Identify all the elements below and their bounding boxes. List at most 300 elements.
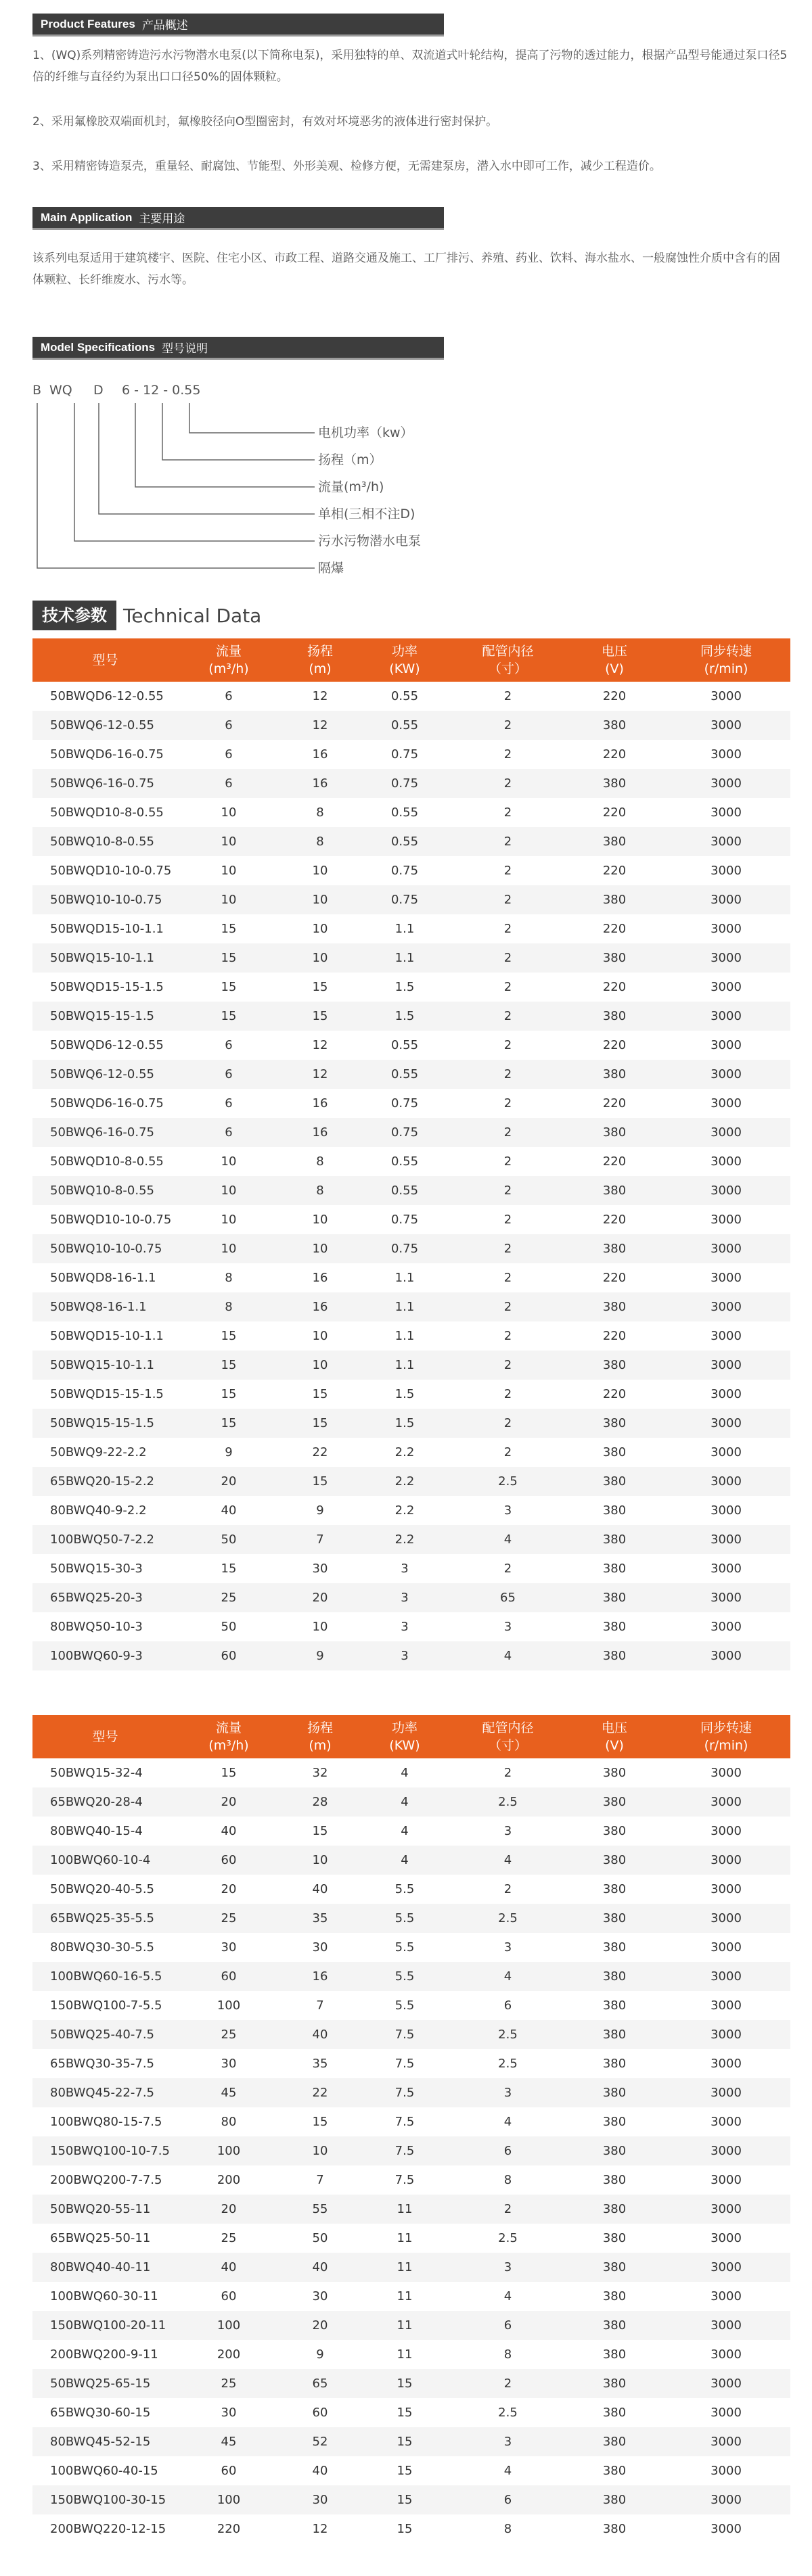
table-cell: 10 <box>279 856 361 885</box>
table-cell: 3000 <box>662 2427 790 2456</box>
table-cell: 12 <box>279 1031 361 1060</box>
column-header-label: 同步转速 <box>700 644 752 659</box>
table-cell: 8 <box>279 1147 361 1176</box>
table-cell: 0.55 <box>361 1147 449 1176</box>
table-cell: 380 <box>567 1641 662 1670</box>
table-cell: 8 <box>178 1292 279 1321</box>
table-cell: 4 <box>449 1846 567 1875</box>
table-cell: 220 <box>567 682 662 711</box>
column-header-label: 扬程 <box>307 644 333 659</box>
table-cell: 380 <box>567 2456 662 2485</box>
table-cell: 380 <box>567 2195 662 2224</box>
table-cell: 3000 <box>662 1612 790 1641</box>
table-cell: 380 <box>567 1060 662 1089</box>
table-cell: 8 <box>279 798 361 827</box>
table-row <box>32 2369 790 2398</box>
table-cell: 20 <box>279 2311 361 2340</box>
table-row <box>32 1205 790 1234</box>
feature-item-2: 2、采用氟橡胶双端面机封，氟橡胶径向O型圈密封，有效对坏境恶劣的液体进行密封保护。 <box>32 115 498 128</box>
spec-table-2 <box>32 1715 790 2544</box>
table-cell: 6 <box>449 2136 567 2165</box>
table-cell: 3000 <box>662 943 790 973</box>
table-cell: 2 <box>449 885 567 914</box>
table-cell: 2.5 <box>449 2020 567 2049</box>
table-cell: 25 <box>178 2369 279 2398</box>
table-cell: 380 <box>567 1554 662 1583</box>
table-cell: 4 <box>449 2107 567 2136</box>
table-cell: 6 <box>449 2485 567 2514</box>
table-cell: 380 <box>567 1496 662 1525</box>
table-cell: 380 <box>567 1438 662 1467</box>
table-row <box>32 1031 790 1060</box>
table-row <box>32 1991 790 2020</box>
table-cell: 16 <box>279 1292 361 1321</box>
table-cell: 0.75 <box>361 1089 449 1118</box>
table-row <box>32 1409 790 1438</box>
table-row <box>32 2456 790 2485</box>
table-row <box>32 1438 790 1467</box>
table-cell: 10 <box>279 1612 361 1641</box>
table-cell: 5.5 <box>361 1904 449 1933</box>
table-cell: 3 <box>361 1612 449 1641</box>
model-label-head: 扬程（m） <box>318 452 382 467</box>
table-cell: 2 <box>449 798 567 827</box>
table-cell: 10 <box>279 943 361 973</box>
table-cell: 15 <box>178 1351 279 1380</box>
table-row <box>32 856 790 885</box>
table-cell: 52 <box>279 2427 361 2456</box>
table-cell: 7.5 <box>361 2136 449 2165</box>
table-cell: 220 <box>567 914 662 943</box>
table-row <box>32 1263 790 1292</box>
column-header-unit: (r/min) <box>704 1738 748 1753</box>
table-cell: 40 <box>279 2253 361 2282</box>
table-cell: 16 <box>279 1089 361 1118</box>
table-row <box>32 943 790 973</box>
table-cell: 9 <box>279 1641 361 1670</box>
table-cell: 50BWQD6-12-0.55 <box>32 1031 178 1060</box>
table-cell: 150BWQ100-7-5.5 <box>32 1991 178 2020</box>
table-cell: 3 <box>361 1583 449 1612</box>
table-cell: 15 <box>178 943 279 973</box>
table-cell: 60 <box>178 2456 279 2485</box>
table-cell: 3000 <box>662 1496 790 1525</box>
table-cell: 10 <box>178 1147 279 1176</box>
table-cell: 2 <box>449 1409 567 1438</box>
table-cell: 3000 <box>662 1031 790 1060</box>
table-row <box>32 1321 790 1351</box>
table-cell: 60 <box>178 2282 279 2311</box>
table-cell: 3000 <box>662 2020 790 2049</box>
table-cell: 50BWQD10-8-0.55 <box>32 798 178 827</box>
table-cell: 3000 <box>662 1176 790 1205</box>
table-cell: 2 <box>449 1234 567 1263</box>
table-cell: 380 <box>567 1817 662 1846</box>
table-cell: 15 <box>178 1380 279 1409</box>
table-cell: 100 <box>178 1991 279 2020</box>
table-cell: 65BWQ25-35-5.5 <box>32 1904 178 1933</box>
table-cell: 0.75 <box>361 1234 449 1263</box>
table-cell: 200BWQ200-9-11 <box>32 2340 178 2369</box>
table-cell: 3000 <box>662 1002 790 1031</box>
table-cell: 2 <box>449 2195 567 2224</box>
table-cell: 1.1 <box>361 1292 449 1321</box>
table-row <box>32 1583 790 1612</box>
table-cell: 20 <box>178 1467 279 1496</box>
table-row <box>32 2311 790 2340</box>
table-cell: 50BWQ10-10-0.75 <box>32 1234 178 1263</box>
table-cell: 50BWQ8-16-1.1 <box>32 1292 178 1321</box>
table-cell: 2 <box>449 1089 567 1118</box>
table-row <box>32 914 790 943</box>
table-cell: 4 <box>361 1787 449 1817</box>
table-cell: 220 <box>567 973 662 1002</box>
table-cell: 3000 <box>662 885 790 914</box>
column-header <box>567 1715 662 1758</box>
table-cell: 5.5 <box>361 1991 449 2020</box>
table-cell: 2 <box>449 711 567 740</box>
table-cell: 11 <box>361 2311 449 2340</box>
table-cell: 100BWQ80-15-7.5 <box>32 2107 178 2136</box>
table-cell: 3000 <box>662 1758 790 1787</box>
table-cell: 10 <box>178 856 279 885</box>
table-cell: 10 <box>178 885 279 914</box>
model-label-power: 电机功率（kw） <box>318 425 413 440</box>
table-cell: 2 <box>449 1351 567 1380</box>
table-cell: 80BWQ50-10-3 <box>32 1612 178 1641</box>
table-row <box>32 885 790 914</box>
table-cell: 15 <box>279 1002 361 1031</box>
table-cell: 0.55 <box>361 1031 449 1060</box>
model-part-wq: WQ <box>49 383 72 398</box>
table-cell: 6 <box>178 682 279 711</box>
column-header-unit: （寸） <box>488 1738 527 1753</box>
table-cell: 2.2 <box>361 1438 449 1467</box>
table-cell: 380 <box>567 1351 662 1380</box>
table-cell: 3000 <box>662 1554 790 1583</box>
table-cell: 65BWQ20-28-4 <box>32 1787 178 1817</box>
spec-table-1 <box>32 638 790 1670</box>
column-header-unit: (V) <box>605 661 624 676</box>
table-cell: 6 <box>449 1991 567 2020</box>
table-cell: 380 <box>567 2224 662 2253</box>
table-row <box>32 1817 790 1846</box>
column-header-unit: (m) <box>309 661 332 676</box>
table-cell: 8 <box>279 1176 361 1205</box>
table-cell: 8 <box>449 2165 567 2195</box>
table-row <box>32 1612 790 1641</box>
table-cell: 6 <box>178 740 279 769</box>
table-cell: 3000 <box>662 798 790 827</box>
table-cell: 50 <box>279 2224 361 2253</box>
table-cell: 16 <box>279 769 361 798</box>
table-cell: 50BWQD15-10-1.1 <box>32 914 178 943</box>
technical-title-en: Technical Data <box>123 604 262 627</box>
table-cell: 15 <box>178 1758 279 1787</box>
table-cell: 60 <box>178 1641 279 1670</box>
table-cell: 2 <box>449 769 567 798</box>
table-cell: 3000 <box>662 2049 790 2078</box>
table-cell: 0.55 <box>361 711 449 740</box>
table-row <box>32 2485 790 2514</box>
table-cell: 6 <box>178 769 279 798</box>
table-cell: 1.5 <box>361 1380 449 1409</box>
table-cell: 60 <box>279 2398 361 2427</box>
table-cell: 2 <box>449 1176 567 1205</box>
column-header-label: 配管内径 <box>482 1720 534 1735</box>
table-row <box>32 2282 790 2311</box>
table-row <box>32 1554 790 1583</box>
table-cell: 3 <box>449 2253 567 2282</box>
table-cell: 3 <box>449 1496 567 1525</box>
table-cell: 8 <box>279 827 361 856</box>
table-row <box>32 2165 790 2195</box>
table-cell: 15 <box>279 2107 361 2136</box>
table-cell: 1.5 <box>361 973 449 1002</box>
table-cell: 3000 <box>662 2195 790 2224</box>
column-header <box>178 638 279 682</box>
table-cell: 16 <box>279 1962 361 1991</box>
table-cell: 2.5 <box>449 1904 567 1933</box>
table-cell: 2 <box>449 973 567 1002</box>
table-cell: 25 <box>178 2224 279 2253</box>
table-cell: 200 <box>178 2340 279 2369</box>
table-cell: 16 <box>279 1118 361 1147</box>
column-header <box>449 638 567 682</box>
table-row <box>32 1089 790 1118</box>
table-row <box>32 1234 790 1263</box>
application-text: 该系列电泵适用于建筑楼宇、医院、住宅小区、市政工程、道路交通及施工、工厂排污、养殖、药业、饮料、海水盐水、一般腐蚀性介质中含有的固体颗粒、长纤维废水、污水等。 <box>32 252 780 287</box>
table-cell: 3000 <box>662 682 790 711</box>
table-row <box>32 1292 790 1321</box>
table-cell: 12 <box>279 2514 361 2544</box>
table-cell: 3000 <box>662 856 790 885</box>
table-cell: 4 <box>449 2456 567 2485</box>
table-cell: 3000 <box>662 2282 790 2311</box>
column-header-unit: (m³/h) <box>208 661 249 676</box>
table-cell: 10 <box>279 1351 361 1380</box>
table-cell: 5.5 <box>361 1875 449 1904</box>
table-cell: 220 <box>567 1321 662 1351</box>
model-title-en: Model Specifications <box>41 340 156 354</box>
column-header <box>662 638 790 682</box>
table-cell: 50BWQD15-15-1.5 <box>32 973 178 1002</box>
table-cell: 380 <box>567 1118 662 1147</box>
table-cell: 3000 <box>662 2136 790 2165</box>
table-cell: 3000 <box>662 1263 790 1292</box>
table-cell: 5.5 <box>361 1933 449 1962</box>
table-cell: 80BWQ40-40-11 <box>32 2253 178 2282</box>
features-title-en: Product Features <box>41 17 135 30</box>
table-cell: 220 <box>567 1147 662 1176</box>
table-cell: 0.75 <box>361 1205 449 1234</box>
table-cell: 50BWQ25-65-15 <box>32 2369 178 2398</box>
table-row <box>32 1176 790 1205</box>
table-cell: 50BWQD8-16-1.1 <box>32 1263 178 1292</box>
table-cell: 2 <box>449 943 567 973</box>
table-cell: 80BWQ45-22-7.5 <box>32 2078 178 2107</box>
table-cell: 6 <box>178 711 279 740</box>
column-header-label: 功率 <box>391 1720 418 1735</box>
table-row <box>32 1147 790 1176</box>
table-cell: 3 <box>361 1641 449 1670</box>
table-row <box>32 1118 790 1147</box>
table-cell: 200 <box>178 2165 279 2195</box>
table-cell: 40 <box>279 2456 361 2485</box>
table-cell: 3000 <box>662 914 790 943</box>
table-cell: 16 <box>279 740 361 769</box>
table-cell: 50BWQD10-8-0.55 <box>32 1147 178 1176</box>
table-cell: 35 <box>279 2049 361 2078</box>
table-cell: 2.2 <box>361 1496 449 1525</box>
table-cell: 0.75 <box>361 769 449 798</box>
table-cell: 8 <box>178 1263 279 1292</box>
table-cell: 8 <box>449 2340 567 2369</box>
table-cell: 380 <box>567 1846 662 1875</box>
table-row <box>32 2224 790 2253</box>
table-cell: 25 <box>178 1583 279 1612</box>
table-cell: 220 <box>567 740 662 769</box>
table-row <box>32 1002 790 1031</box>
model-part-d: D <box>93 383 104 398</box>
table-row <box>32 827 790 856</box>
column-header-unit: (m) <box>309 1738 332 1753</box>
table-cell: 15 <box>178 1409 279 1438</box>
column-header <box>361 638 449 682</box>
table-cell: 2 <box>449 740 567 769</box>
table-cell: 20 <box>178 1875 279 1904</box>
table-cell: 3000 <box>662 1351 790 1380</box>
table-cell: 3000 <box>662 1292 790 1321</box>
table-cell: 2.2 <box>361 1525 449 1554</box>
table-cell: 100BWQ60-16-5.5 <box>32 1962 178 1991</box>
table-cell: 40 <box>178 1496 279 1525</box>
table-row <box>32 1933 790 1962</box>
table-cell: 380 <box>567 2485 662 2514</box>
table-cell: 380 <box>567 943 662 973</box>
table-row <box>32 1525 790 1554</box>
table-cell: 2 <box>449 1438 567 1467</box>
table-cell: 3000 <box>662 1205 790 1234</box>
table-cell: 30 <box>279 2485 361 2514</box>
table-cell: 2 <box>449 1554 567 1583</box>
column-header-label: 电压 <box>601 644 627 659</box>
column-header-unit: (V) <box>605 1738 624 1753</box>
column-header <box>279 638 361 682</box>
table-cell: 3000 <box>662 2398 790 2427</box>
table-row <box>32 1758 790 1787</box>
table-cell: 22 <box>279 2078 361 2107</box>
column-header-label: 流量 <box>215 644 242 659</box>
table-cell: 60 <box>178 1962 279 1991</box>
table-cell: 380 <box>567 1933 662 1962</box>
table-cell: 7.5 <box>361 2107 449 2136</box>
table-cell: 15 <box>279 1380 361 1409</box>
table-cell: 1.1 <box>361 1351 449 1380</box>
table-row <box>32 798 790 827</box>
table-cell: 40 <box>279 2020 361 2049</box>
table-cell: 12 <box>279 711 361 740</box>
table-row <box>32 711 790 740</box>
table-cell: 10 <box>279 1234 361 1263</box>
technical-title-cn: 技术参数 <box>32 601 116 630</box>
table-cell: 80 <box>178 2107 279 2136</box>
column-header-label: 型号 <box>92 653 118 668</box>
table-cell: 380 <box>567 2253 662 2282</box>
table-cell: 2 <box>449 1758 567 1787</box>
table-cell: 50BWQ10-10-0.75 <box>32 885 178 914</box>
table-cell: 30 <box>279 2282 361 2311</box>
table-cell: 100BWQ60-40-15 <box>32 2456 178 2485</box>
table-cell: 3000 <box>662 1525 790 1554</box>
table-row <box>32 1060 790 1089</box>
table-cell: 65BWQ30-60-15 <box>32 2398 178 2427</box>
table-cell: 3000 <box>662 711 790 740</box>
table-row <box>32 1380 790 1409</box>
table-cell: 50BWQ15-10-1.1 <box>32 1351 178 1380</box>
table-cell: 11 <box>361 2282 449 2311</box>
table-cell: 65BWQ30-35-7.5 <box>32 2049 178 2078</box>
table-cell: 32 <box>279 1758 361 1787</box>
table-cell: 15 <box>279 973 361 1002</box>
table-cell: 380 <box>567 2514 662 2544</box>
table-cell: 30 <box>279 1933 361 1962</box>
table-cell: 30 <box>178 1933 279 1962</box>
column-header-label: 配管内径 <box>482 644 534 659</box>
table-row <box>32 682 790 711</box>
table-cell: 380 <box>567 2020 662 2049</box>
table-cell: 3000 <box>662 1438 790 1467</box>
table-cell: 100 <box>178 2136 279 2165</box>
table-cell: 50BWQ6-16-0.75 <box>32 769 178 798</box>
table-cell: 0.75 <box>361 885 449 914</box>
column-header-label: 电压 <box>601 1720 627 1735</box>
table-cell: 50 <box>178 1612 279 1641</box>
table-cell: 15 <box>279 1467 361 1496</box>
table-cell: 2 <box>449 914 567 943</box>
table-cell: 3000 <box>662 740 790 769</box>
table-cell: 2 <box>449 1147 567 1176</box>
table-cell: 50BWQD15-10-1.1 <box>32 1321 178 1351</box>
table-cell: 380 <box>567 1467 662 1496</box>
table-cell: 3000 <box>662 973 790 1002</box>
table-cell: 2 <box>449 856 567 885</box>
table-cell: 2 <box>449 1875 567 1904</box>
table-cell: 10 <box>178 827 279 856</box>
table-cell: 50 <box>178 1525 279 1554</box>
table-cell: 3000 <box>662 1118 790 1147</box>
table-cell: 380 <box>567 1176 662 1205</box>
table-cell: 1.1 <box>361 1321 449 1351</box>
table-cell: 0.75 <box>361 740 449 769</box>
column-header-label: 同步转速 <box>700 1720 752 1735</box>
table-cell: 220 <box>567 1263 662 1292</box>
table-cell: 0.55 <box>361 827 449 856</box>
table-cell: 10 <box>178 1176 279 1205</box>
table-cell: 10 <box>178 1234 279 1263</box>
table-cell: 45 <box>178 2078 279 2107</box>
model-title-cn: 型号说明 <box>162 342 208 356</box>
table-row <box>32 1351 790 1380</box>
table-cell: 3000 <box>662 2224 790 2253</box>
table-cell: 4 <box>361 1846 449 1875</box>
table-cell: 3 <box>449 2078 567 2107</box>
table-cell: 50BWQD10-10-0.75 <box>32 856 178 885</box>
table-cell: 0.75 <box>361 856 449 885</box>
table-cell: 15 <box>178 1002 279 1031</box>
table-cell: 3000 <box>662 2485 790 2514</box>
table-cell: 30 <box>178 2398 279 2427</box>
